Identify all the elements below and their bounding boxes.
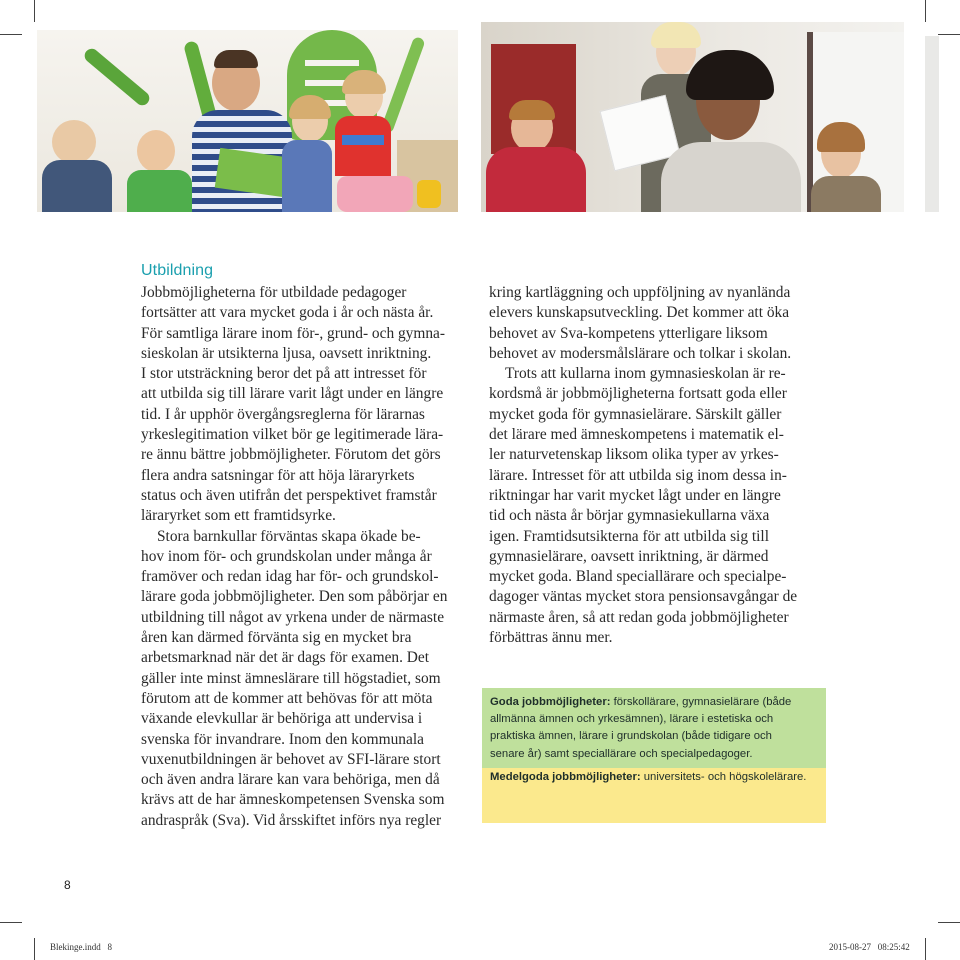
text-line: arbetsmarknad när det är dags för examen. Det bbox=[141, 649, 430, 667]
text-line: allmänna ämnen och yrkesämnen), lärare i estetiska och bbox=[490, 713, 774, 726]
text-line: re ännu bättre jobbmöjligheter. Förutom det görs bbox=[141, 446, 441, 464]
crop-mark bbox=[34, 0, 35, 22]
bleed-strip bbox=[925, 36, 939, 212]
text-line: behovet av modersmålslärare och tolkar i skolan. bbox=[489, 344, 792, 362]
page-number: 8 bbox=[64, 878, 71, 892]
crop-mark bbox=[938, 34, 960, 35]
right-paragraph-1 bbox=[489, 283, 829, 364]
text-line: mycket goda för gymnasielärare. Särskilt gäller bbox=[489, 405, 782, 423]
medium-outlook-text bbox=[490, 769, 806, 786]
text-line: fortsätter att vara mycket goda i år och nästa år. bbox=[141, 304, 434, 322]
job-outlook-box bbox=[482, 688, 826, 823]
crop-mark bbox=[0, 34, 22, 35]
text-line: Stora barnkullar förväntas skapa ökade be- bbox=[157, 527, 421, 545]
text-line: sieskolan är utsikterna ljusa, oavsett inriktning. bbox=[141, 344, 432, 362]
text-line: För samtliga lärare inom för-, grund- och gymna- bbox=[141, 324, 445, 342]
text-line: lärare. Intresset för att utbilda sig inom dessa in- bbox=[489, 466, 787, 484]
slug-date: 2015-08-27 08:25:42 bbox=[829, 942, 910, 952]
text-line: närmaste åren, så att redan goda jobbmöjligheter bbox=[489, 608, 789, 626]
left-paragraph-2 bbox=[141, 527, 476, 831]
text-line: andraspråk (Sva). Vid årsskiftet införs nya regler bbox=[141, 811, 442, 829]
text-line: och även andra lärare kan vara behöriga, men då bbox=[141, 771, 440, 789]
section-heading: Utbildning bbox=[141, 262, 214, 279]
text-line: kring kartläggning och uppföljning av nyanlända bbox=[489, 284, 791, 301]
text-line: tid. I år upphör övergångsreglerna för lärarnas bbox=[141, 405, 425, 423]
text-line: gäller inte minst ämneslärare till högstadiet, som bbox=[141, 669, 441, 687]
text-line: förskollärare, gymnasielärare (både bbox=[610, 696, 792, 708]
text-line: svenska för invandrare. Inom den kommunala bbox=[141, 730, 424, 748]
text-line: mycket goda. Bland speciallärare och specialpe- bbox=[489, 568, 787, 586]
text-line: ler naturvetenskap liksom olika typer av yrkes- bbox=[489, 446, 779, 464]
medium-outlook-label: Medelgoda jobbmöjligheter: bbox=[490, 771, 641, 783]
text-line: riktningar har varit mycket lågt under en längre bbox=[489, 486, 781, 504]
text-line: det lärare med ämneskompetens i matematik el- bbox=[489, 426, 784, 444]
crop-mark bbox=[925, 0, 926, 22]
text-line: åren kan därmed förvänta sig en mycket bra bbox=[141, 629, 412, 647]
text-line: flera andra satsningar för att höja läraryrkets bbox=[141, 466, 415, 484]
text-line: att utbilda sig till lärare varit lågt under en längre bbox=[141, 385, 444, 403]
text-line: tid och nästa år börjar gymnasiekullarna växa bbox=[489, 507, 770, 525]
crop-mark bbox=[0, 922, 22, 923]
text-line: igen. Framtidsutsikterna för att utbilda sig till bbox=[489, 527, 769, 545]
text-line: kordsmå är jobbmöjligheterna fortsatt goda eller bbox=[489, 385, 787, 403]
text-line: framöver och redan idag har för- och grundskol- bbox=[141, 568, 439, 586]
text-line: Trots att kullarna inom gymnasieskolan är re- bbox=[505, 365, 786, 383]
crop-mark bbox=[34, 938, 35, 960]
text-line: utbildning till något av yrkena under de närmaste bbox=[141, 608, 445, 626]
text-line: vuxenutbildningen är behovet av SFI-lärare stort bbox=[141, 750, 441, 768]
text-line: senare år) samt speciallärare och specialpedagoger. bbox=[490, 747, 753, 760]
left-paragraph-1 bbox=[141, 283, 476, 527]
text-line: dagoger väntas mycket stora pensionsavgångar de bbox=[489, 588, 798, 606]
text-line: förbättras ännu mer. bbox=[489, 629, 613, 647]
good-outlook-text bbox=[490, 694, 791, 763]
text-line: yrkeslegitimation vilket bör ge legitimerade lära- bbox=[141, 426, 444, 444]
text-line: behovet av Sva-kompetens ytterligare liksom bbox=[489, 324, 768, 342]
text-line: elevers kunskapsutveckling. Det kommer att öka bbox=[489, 304, 790, 322]
text-line: praktiska ämnen, lärare i grundskolan (både tidigare och bbox=[490, 730, 772, 743]
text-line: gymnasielärare, oavsett inriktning, är därmed bbox=[489, 547, 769, 565]
crop-mark bbox=[938, 922, 960, 923]
text-line: hov inom för- och grundskolan under många år bbox=[141, 547, 432, 565]
photo-students-classroom bbox=[481, 22, 904, 212]
slug-file: Blekinge.indd 8 bbox=[50, 942, 112, 952]
text-line: universitets- och högskolelärare. bbox=[640, 771, 807, 783]
text-line: Jobbmöjligheterna för utbildade pedagoger bbox=[141, 284, 407, 301]
text-line: I stor utsträckning beror det på att intresset för bbox=[141, 365, 427, 383]
left-column bbox=[141, 283, 476, 831]
text-line: lärare goda jobbmöjligheter. Den som påbörjar en bbox=[141, 588, 448, 606]
good-outlook-label: Goda jobbmöjligheter: bbox=[490, 696, 611, 708]
crop-mark bbox=[925, 938, 926, 960]
text-line: status och även utifrån det perspektivet framstår bbox=[141, 486, 437, 504]
right-column bbox=[489, 283, 829, 648]
text-line: växande elevkullar är behöriga att undervisa i bbox=[141, 710, 423, 728]
right-paragraph-2 bbox=[489, 364, 829, 648]
text-line: krävs att de har ämneskompetensen Svenska som bbox=[141, 791, 445, 809]
text-line: förutom att de kommer att behövas för att möta bbox=[141, 689, 433, 707]
photo-teacher-reading bbox=[37, 30, 458, 212]
text-line: läraryrket som ett framtidsyrke. bbox=[141, 507, 336, 525]
